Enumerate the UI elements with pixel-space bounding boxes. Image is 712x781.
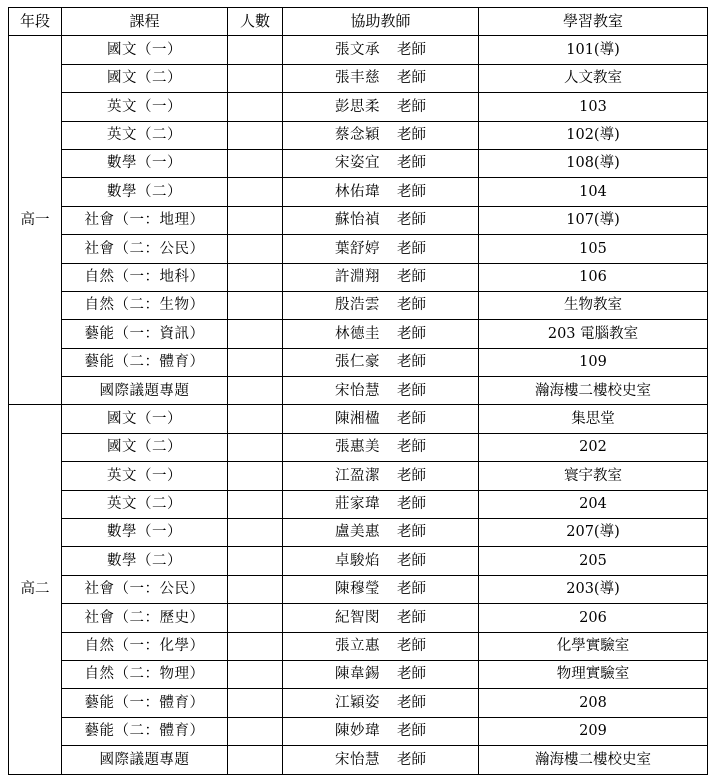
table-row [9,291,708,319]
count-cell [228,121,283,149]
teacher-name: 殷浩雲 [335,297,380,314]
course-cell: 自然（一：化學） [62,632,228,660]
grade-label: 高一 [9,36,62,405]
teacher-title: 老師 [397,183,426,200]
teacher-name: 張丰慈 [335,70,380,87]
teacher-name: 卓駿焰 [335,552,380,569]
teacher-cell [283,36,479,64]
teacher-cell [283,405,479,433]
teacher-name: 宋怡慧 [335,382,380,399]
count-cell [228,263,283,291]
teacher-name: 紀智閔 [335,609,380,626]
teacher-cell [283,93,479,121]
teacher-name: 蔡念穎 [335,127,380,143]
course-cell: 藝能（一：體育） [62,689,228,717]
teacher-title: 老師 [397,410,426,427]
teacher-title: 老師 [397,382,426,399]
table-row [9,746,708,774]
teacher-cell [283,235,479,263]
teacher-title: 老師 [397,694,426,711]
table-row [9,575,708,603]
teacher-name: 盧美惠 [335,524,380,541]
count-cell [228,206,283,234]
room-cell: 集思堂 [479,405,708,433]
course-cell: 社會（一：公民） [62,575,228,603]
teacher-title: 老師 [397,41,426,58]
count-cell [228,746,283,774]
count-cell [228,547,283,575]
table-row [9,149,708,177]
count-cell [228,689,283,717]
table-row [9,377,708,405]
teacher-title: 老師 [397,240,426,257]
count-cell [228,178,283,206]
count-cell [228,235,283,263]
header-row [9,8,708,36]
room-cell: 物理實驗室 [479,660,708,688]
room-cell: 207(導) [479,519,708,547]
course-cell: 國文（一） [62,405,228,433]
teacher-name: 蘇怡禎 [335,212,380,229]
course-cell: 英文（二） [62,490,228,518]
teacher-name: 陳湘楹 [335,410,380,427]
teacher-cell [283,632,479,660]
course-cell: 藝能（一：資訊） [62,320,228,348]
grade-label: 高二 [9,405,62,774]
table-row [9,604,708,632]
table-row [9,660,708,688]
count-cell [228,64,283,92]
course-cell: 英文（一） [62,93,228,121]
course-cell: 社會（二：公民） [62,235,228,263]
room-cell: 化學實驗室 [479,632,708,660]
room-cell: 瀚海樓二樓校史室 [479,746,708,774]
teacher-cell [283,433,479,461]
teacher-cell [283,575,479,603]
teacher-cell [283,348,479,376]
course-cell: 藝能（二：體育） [62,348,228,376]
teacher-name: 陳妙瑋 [335,723,380,740]
teacher-title: 老師 [397,155,426,172]
count-cell [228,604,283,632]
table-row [9,93,708,121]
teacher-title: 老師 [397,70,426,87]
teacher-cell [283,519,479,547]
teacher-cell [283,490,479,518]
teacher-title: 老師 [397,609,426,626]
teacher-title: 老師 [397,723,426,740]
teacher-cell [283,604,479,632]
room-cell: 108(導) [479,149,708,177]
table-row [9,462,708,490]
teacher-name: 陳穆瑩 [335,581,380,598]
table-row [9,235,708,263]
course-cell: 英文（二） [62,121,228,149]
count-cell [228,348,283,376]
teacher-cell [283,178,479,206]
course-cell: 國文（一） [62,36,228,64]
table-body [9,36,708,774]
room-cell: 205 [479,547,708,575]
teacher-title: 老師 [397,524,426,541]
teacher-cell [283,377,479,405]
teacher-cell [283,263,479,291]
table-row [9,64,708,92]
table-row [9,689,708,717]
course-cell: 藝能（二：體育） [62,717,228,745]
teacher-title: 老師 [397,666,426,683]
teacher-cell [283,462,479,490]
room-cell: 生物教室 [479,291,708,319]
teacher-title: 老師 [397,496,426,513]
teacher-name: 陳韋錫 [335,666,380,683]
teacher-title: 老師 [397,638,426,655]
teacher-name: 宋怡慧 [335,751,380,768]
count-cell [228,433,283,461]
count-cell [228,519,283,547]
course-cell: 國文（二） [62,433,228,461]
table-row [9,632,708,660]
teacher-name: 葉舒婷 [335,240,380,257]
table-row [9,263,708,291]
teacher-cell [283,717,479,745]
header-room: 學習教室 [479,8,708,36]
teacher-name: 林德圭 [335,325,380,342]
teacher-name: 江穎姿 [335,694,380,711]
teacher-name: 林佑瑋 [335,183,380,200]
room-cell: 103 [479,93,708,121]
course-cell: 自然（二：生物） [62,291,228,319]
course-cell: 自然（二：物理） [62,660,228,688]
course-cell: 數學（二） [62,178,228,206]
room-cell: 107(導) [479,206,708,234]
table-row [9,206,708,234]
teacher-name: 莊家瑋 [335,496,380,513]
table-row [9,717,708,745]
teacher-title: 老師 [397,127,426,143]
count-cell [228,36,283,64]
table-row [9,519,708,547]
count-cell [228,405,283,433]
teacher-cell [283,746,479,774]
room-cell: 106 [479,263,708,291]
teacher-name: 彭思柔 [335,98,380,115]
header-course: 課程 [62,8,228,36]
course-cell: 國文（二） [62,64,228,92]
count-cell [228,575,283,603]
header-teacher: 協助教師 [283,8,479,36]
table-row [9,433,708,461]
count-cell [228,660,283,688]
teacher-name: 許淵翔 [335,268,380,285]
table-row [9,121,708,149]
teacher-cell [283,320,479,348]
teacher-cell [283,291,479,319]
teacher-name: 張立惠 [335,638,380,655]
teacher-cell [283,689,479,717]
room-cell: 208 [479,689,708,717]
table-row [9,36,708,64]
teacher-cell [283,64,479,92]
room-cell: 203 電腦教室 [479,320,708,348]
room-cell: 人文教室 [479,64,708,92]
room-cell: 109 [479,348,708,376]
count-cell [228,377,283,405]
header-count: 人數 [228,8,283,36]
room-cell: 寰宇教室 [479,462,708,490]
header-grade: 年段 [9,8,62,36]
teacher-cell [283,547,479,575]
teacher-cell [283,660,479,688]
table-row [9,547,708,575]
course-cell: 自然（一：地科） [62,263,228,291]
room-cell: 203(導) [479,575,708,603]
teacher-title: 老師 [397,268,426,285]
table-row [9,405,708,433]
table-row [9,320,708,348]
teacher-title: 老師 [397,354,426,371]
count-cell [228,149,283,177]
room-cell: 209 [479,717,708,745]
count-cell [228,462,283,490]
teacher-title: 老師 [397,325,426,342]
course-cell: 社會（一：地理） [62,206,228,234]
count-cell [228,320,283,348]
room-cell: 202 [479,433,708,461]
table-row [9,178,708,206]
teacher-name: 江盈潔 [335,467,380,484]
table-row [9,348,708,376]
course-cell: 英文（一） [62,462,228,490]
room-cell: 105 [479,235,708,263]
course-cell: 數學（二） [62,547,228,575]
teacher-cell [283,206,479,234]
teacher-name: 張文承 [335,41,380,58]
course-cell: 國際議題專題 [62,377,228,405]
room-cell: 102(導) [479,121,708,149]
count-cell [228,291,283,319]
course-assignment-table [8,7,708,775]
teacher-title: 老師 [397,212,426,229]
teacher-name: 宋姿宜 [335,155,380,172]
room-cell: 206 [479,604,708,632]
teacher-title: 老師 [397,98,426,115]
table-row [9,490,708,518]
teacher-title: 老師 [397,581,426,598]
teacher-title: 老師 [397,297,426,314]
teacher-title: 老師 [397,467,426,484]
teacher-name: 張惠美 [335,439,380,456]
count-cell [228,93,283,121]
room-cell: 104 [479,178,708,206]
teacher-title: 老師 [397,439,426,456]
teacher-title: 老師 [397,751,426,768]
count-cell [228,632,283,660]
teacher-title: 老師 [397,552,426,569]
course-cell: 數學（一） [62,149,228,177]
count-cell [228,717,283,745]
room-cell: 204 [479,490,708,518]
room-cell: 瀚海樓二樓校史室 [479,377,708,405]
course-cell: 國際議題專題 [62,746,228,774]
teacher-cell [283,121,479,149]
count-cell [228,490,283,518]
teacher-cell [283,149,479,177]
course-cell: 數學（一） [62,519,228,547]
course-cell: 社會（二：歷史） [62,604,228,632]
teacher-name: 張仁豪 [335,354,380,371]
room-cell: 101(導) [479,36,708,64]
